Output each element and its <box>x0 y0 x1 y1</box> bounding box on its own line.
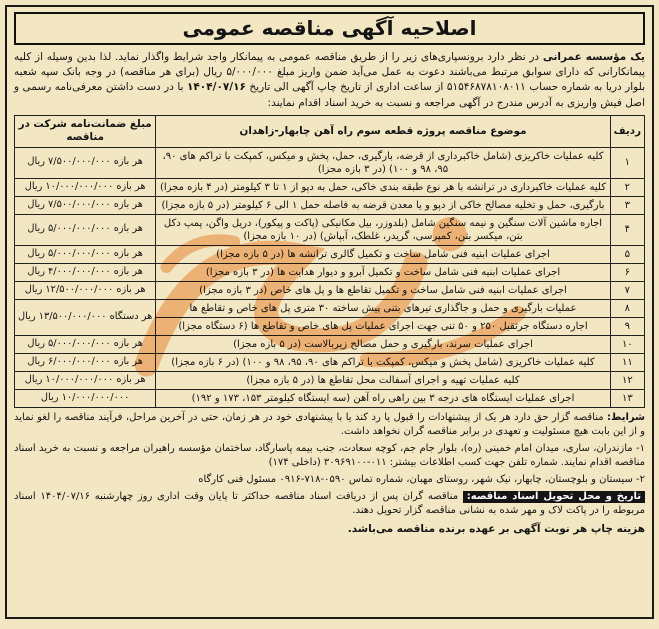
table-row <box>15 281 645 299</box>
ad-title: اصلاحیه آگهی مناقصه عمومی <box>14 12 645 45</box>
conditions-paragraph <box>14 411 645 439</box>
tender-subject: کلیه عملیات خاکریزی (شامل خاکبرداری از قرضه، بارگیری، حمل، پخش و میکس، کمپکت با تراکم های ۹۰، ۹۵، ۹۸ و ۱۰۰) (در ۳ بازه مجزا) <box>156 147 610 178</box>
tender-subject: کلیه عملیات تهیه و اجرای آسفالت محل تقاطع ها (در ۵ بازه مجزا) <box>156 371 610 389</box>
intro-text-2: با در دست داشتن معرفی‌نامه رسمی و اصل فیش واریزی به آدرس مندرج در آگهی مراجعه و نسبت به خرید اسناد اقدام نمایند: <box>14 81 645 109</box>
tender-subject: اجرای عملیات ابنیه فنی شامل ساخت و تکمیل آبرو و دیوار هدایت ها (در ۳ بازه مجزا) <box>156 263 610 281</box>
tender-subject: اجرای عملیات ایستگاه های درجه ۳ بین راهی راه آهن (سه ایستگاه کیلومتر ۱۵۳، ۱۷۳ و ۱۹۲) <box>156 389 610 407</box>
guarantee-amount: هر بازه ۷/۵۰۰/۰۰۰/۰۰۰ ریال <box>15 196 156 214</box>
guarantee-amount: هر بازه ۶/۰۰۰/۰۰۰/۰۰۰ ریال <box>15 353 156 371</box>
guarantee-amount: هر بازه ۱۰/۰۰۰/۰۰۰/۰۰۰ ریال <box>15 178 156 196</box>
intro-paragraph <box>14 50 645 111</box>
tender-announcement <box>5 5 654 619</box>
table-row <box>15 245 645 263</box>
tender-subject: اجرای عملیات ابنیه فنی شامل ساخت و تکمیل گالری ترانشه ها (در ۵ بازه مجزا) <box>156 245 610 263</box>
table-row <box>15 389 645 407</box>
delivery-text: مناقصه گران پس از دریافت اسناد مناقصه حداکثر تا پایان وقت اداری روز چهارشنبه ۱۴۰۴/۰۷/۱۶ اسناد مربوطه را در پاکت لاک و مهر شده به نشانی مناقصه گزار تحویل دهند. <box>14 490 645 516</box>
row-number: ۱ <box>610 147 644 178</box>
guarantee-amount: هر دستگاه ۱۳/۵۰۰/۰۰۰/۰۰۰ ریال <box>15 299 156 335</box>
guarantee-amount: هر بازه ۱۲/۵۰۰/۰۰۰/۰۰۰ ریال <box>15 281 156 299</box>
guarantee-amount: ۱۰/۰۰۰/۰۰۰/۰۰۰ ریال <box>15 389 156 407</box>
row-number: ۱۳ <box>610 389 644 407</box>
table-row <box>15 147 645 178</box>
guarantee-amount: هر بازه ۱۰/۰۰۰/۰۰۰/۰۰۰ ریال <box>15 371 156 389</box>
row-number: ۵ <box>610 245 644 263</box>
guarantee-amount: هر بازه ۵/۰۰۰/۰۰۰/۰۰۰ ریال <box>15 335 156 353</box>
col-header-subject: موضوع مناقصه پروژه قطعه سوم راه آهن چابهار-زاهدان <box>156 115 610 147</box>
table-header-row <box>15 115 645 147</box>
tender-subject: عملیات بارگیری و حمل و جاگذاری تیرهای بتنی پیش ساخته ۳۰ متری پل های خاص و تقاطع ها <box>156 299 610 317</box>
address-line-2: ۲- سیستان و بلوچستان، چابهار، نیک شهر، روستای مهبان، شماره تماس ۰۵۹۰-۷۱۸-۰۹۱۶ مسئول فنی کارگاه <box>198 473 645 485</box>
tender-subject: اجاره ماشین آلات سنگین و نیمه سنگین شامل (بلدوزر، بیل مکانیکی (پاکت و پیکور)، دریل واگن، پمپ دکل بتن، میکسر بتن، کمپرسی، گریدر، غلطک، آبپاش) (در ۱۰ بازه مجزا) <box>156 214 610 245</box>
table-row <box>15 335 645 353</box>
address-line-1: ۱- مازندران، ساری، میدان امام خمینی (ره)، بلوار جام جم، کوچه سعادت، جنب بیمه پاسارگاد، ساختمان مؤسسه راهیران مراجعه و نسبت به خرید اسناد مناقصه اقدام نمایند. شماره تلفن جهت کسب اطلاعات بیشتر: ۰۱۱-۳۰۹۶۹۱۰۰ (داخلی ۱۷۴) <box>14 442 645 468</box>
tender-table <box>14 115 645 408</box>
row-number: ۳ <box>610 196 644 214</box>
col-header-row-no: ردیف <box>610 115 644 147</box>
guarantee-amount: هر بازه ۵/۰۰۰/۰۰۰/۰۰۰ ریال <box>15 245 156 263</box>
print-cost-note: هزینه چاپ هر نوبت آگهی بر عهده برنده مناقصه می‌باشد. <box>347 522 645 535</box>
row-number: ۶ <box>610 263 644 281</box>
row-number: ۷ <box>610 281 644 299</box>
row-number: ۲ <box>610 178 644 196</box>
row-number: ۸ <box>610 299 644 317</box>
row-number: ۹ <box>610 317 644 335</box>
guarantee-amount: هر بازه ۷/۵۰۰/۰۰۰/۰۰۰ ریال <box>15 147 156 178</box>
table-row <box>15 178 645 196</box>
table-row <box>15 196 645 214</box>
table-row <box>15 263 645 281</box>
row-number: ۱۱ <box>610 353 644 371</box>
guarantee-amount: هر بازه ۵/۰۰۰/۰۰۰/۰۰۰ ریال <box>15 214 156 245</box>
tender-subject: اجرای عملیات ابنیه فنی شامل ساخت و تکمیل تقاطع ها و پل های خاص (در ۳ بازه مجزا) <box>156 281 610 299</box>
intro-text-1: در نظر دارد برونسپاری‌های زیر را از طریق مناقصه عمومی به پیمانکار واجد شرایط واگذار نماید. لذا بدین وسیله از کلیه پیمانکارانی که دارای سوابق مرتبط می‌باشند دعوت به عمل می‌آید ضمن واریز مبلغ ۵/۰۰۰/۰۰۰ ریال (برای هر مناقصه) در وجه بانک سپه شعبه بلوار دریا به شماره حساب ۵۱۵۴۶۸۷۸۱۰۸۰۱۱ از ساعت اداری از تاریخ چاپ آگهی الی تاریخ <box>14 51 645 94</box>
tender-subject: اجاره دستگاه جرثقیل ۲۵۰ و ۵۰ تنی جهت اجرای عملیات پل های خاص و تقاطع ها (۶ دستگاه مجزا) <box>156 317 610 335</box>
table-row <box>15 371 645 389</box>
tender-subject: کلیه عملیات خاکبرداری در ترانشه با هر نوع طبقه بندی خاکی، حمل به دپو از ۱ تا ۳ کیلومتر (در ۴ بازه مجزا) <box>156 178 610 196</box>
conditions-lead: شرایط: <box>607 411 645 423</box>
row-number: ۱۰ <box>610 335 644 353</box>
tender-subject: کلیه عملیات خاکریزی (شامل پخش و میکس، کمپکت با تراکم های ۹۰، ۹۵، ۹۸ و ۱۰۰) (در ۶ بازه مجزا) <box>156 353 610 371</box>
col-header-guarantee: مبلغ ضمانت‌نامه شرکت در مناقصه <box>15 115 156 147</box>
tender-subject: اجرای عملیات سرند، بارگیری و حمل مصالح زیربالاست (در ۵ بازه مجزا) <box>156 335 610 353</box>
conditions-text: مناقصه گزار حق دارد هر یک از پیشنهادات را قبول یا رد کند یا با پیشنهادی خود در هر زمان، حتی در آخرین مراحل، فرآیند مناقصه را لغو نماید و از این بابت هیچ مسئولیت و تعهدی در برابر مناقصه گران نخواهد داشت. <box>14 411 645 437</box>
delivery-lead: تاریخ و محل تحویل اسناد مناقصه: <box>463 491 645 503</box>
delivery-paragraph <box>14 490 645 518</box>
row-number: ۱۲ <box>610 371 644 389</box>
table-row <box>15 353 645 371</box>
guarantee-amount: هر بازه ۴/۰۰۰/۰۰۰/۰۰۰ ریال <box>15 263 156 281</box>
row-number: ۴ <box>610 214 644 245</box>
tender-subject: بارگیری، حمل و تخلیه مصالح خاکی از دپو و یا معدن قرضه به فاصله حمل ۱ الی ۶ کیلومتر (در ۵ بازه مجزا) <box>156 196 610 214</box>
intro-lead: یک مؤسسه عمرانی <box>542 51 645 63</box>
deadline-date: ۱۴۰۴/۰۷/۱۶ <box>186 81 246 94</box>
table-row <box>15 299 645 317</box>
table-row <box>15 214 645 245</box>
